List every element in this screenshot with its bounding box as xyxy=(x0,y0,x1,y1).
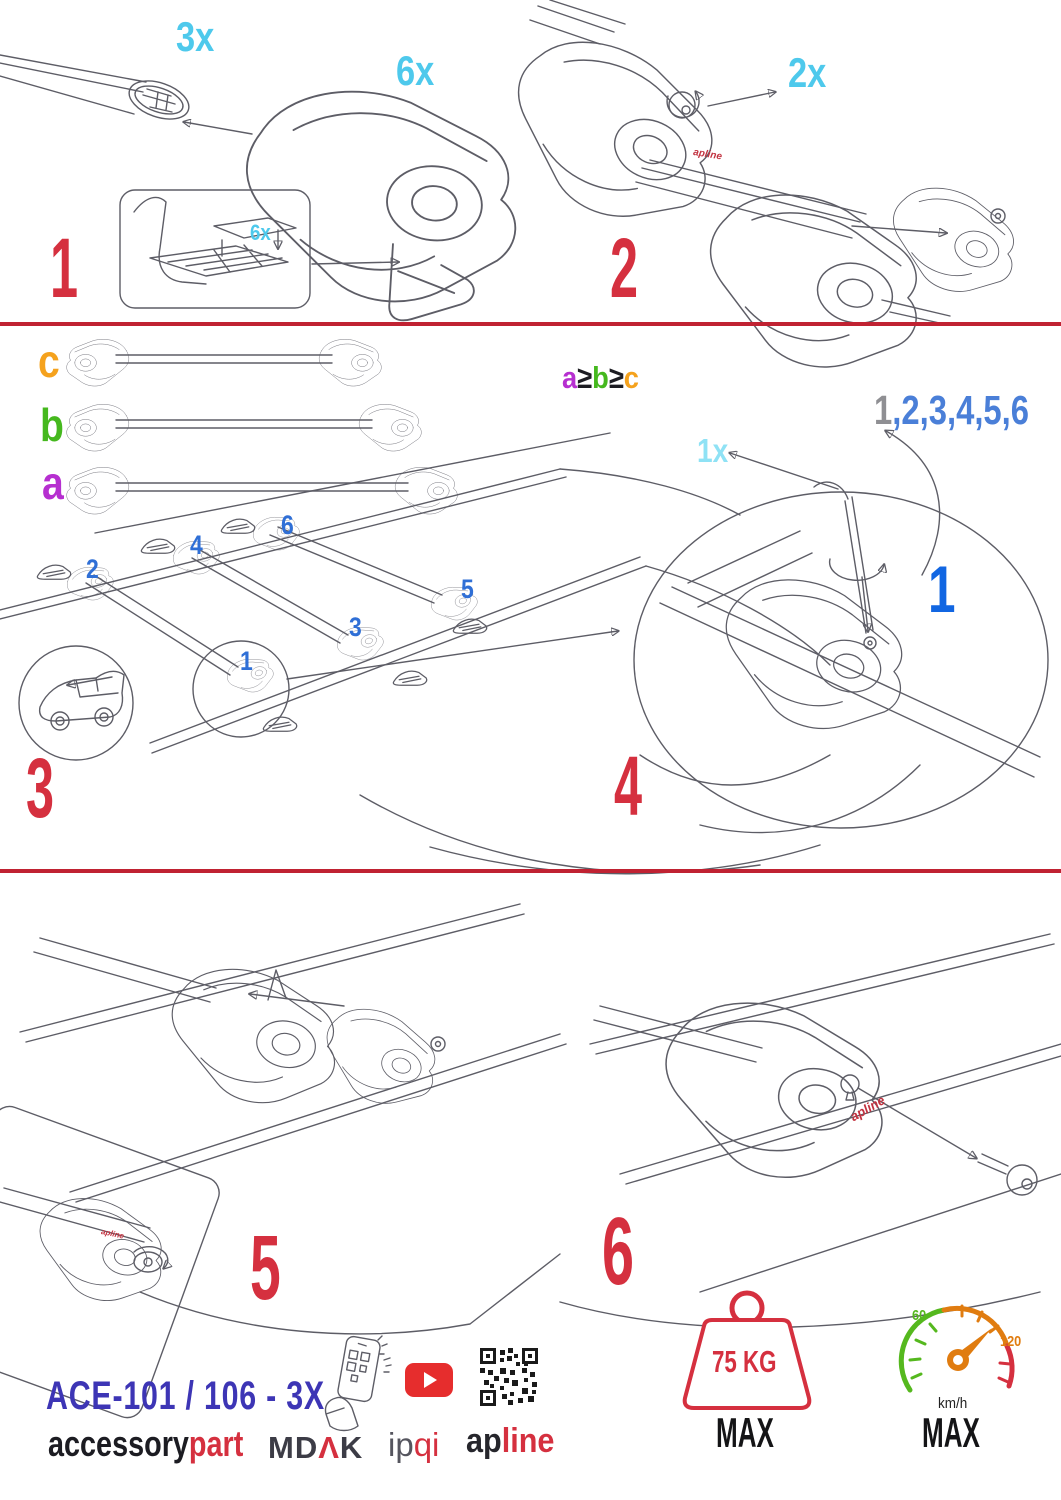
step2-number: 2 xyxy=(610,221,639,315)
endcap-arrow xyxy=(852,226,946,233)
step4-number: 4 xyxy=(614,739,643,833)
foot-qty-label: 6x xyxy=(396,47,435,94)
mdak-prefix: MD xyxy=(268,1430,319,1465)
apline-suffix: line xyxy=(501,1422,555,1460)
ipqi-prefix: ip xyxy=(388,1426,414,1463)
sequence-first: 1 xyxy=(874,387,893,433)
position-4: 4 xyxy=(190,530,203,560)
crossbar-profile xyxy=(0,55,194,126)
inset-pad-qty-label: 6x xyxy=(250,220,271,245)
foot-illustration xyxy=(233,81,528,331)
step3-number: 3 xyxy=(26,741,55,835)
position-2: 2 xyxy=(86,554,99,584)
step6-scene xyxy=(560,934,1061,1327)
max-load-value: 75 KG xyxy=(712,1344,777,1379)
tighten-order-label: 1 xyxy=(928,552,956,626)
detail-pointer-line xyxy=(287,631,618,679)
tighten-sequence-label xyxy=(874,387,1030,433)
mdak-suffix: K xyxy=(339,1430,364,1465)
position-5: 5 xyxy=(461,574,474,604)
model-code: ACE-101 / 106 - 3X xyxy=(46,1374,325,1418)
sequence-rest: ,2,3,4,5,6 xyxy=(892,387,1030,433)
apline-prefix: ap xyxy=(466,1422,502,1460)
crossbar-b xyxy=(67,404,422,451)
tool-qty-label: 1x xyxy=(697,432,729,469)
step1-number: 1 xyxy=(50,221,79,315)
position-3: 3 xyxy=(349,612,362,642)
rule-b: b xyxy=(592,360,609,395)
phone-scan-icon xyxy=(316,1334,392,1436)
brand-accent: part xyxy=(188,1423,244,1464)
brand-primary: accessory xyxy=(48,1423,189,1464)
pad-inset-box xyxy=(120,190,310,308)
rule-c: c xyxy=(623,360,639,395)
key-icon xyxy=(978,1154,1037,1195)
rule-a: a xyxy=(562,360,578,395)
max-load-label: MAX xyxy=(716,1409,774,1456)
speed-max-label: MAX xyxy=(922,1409,980,1456)
speed-unit-label: km/h xyxy=(938,1395,968,1412)
pad-to-foot-arrow xyxy=(312,262,398,264)
accessorypart-logo xyxy=(48,1423,244,1464)
lock-qty-label: 2x xyxy=(788,49,827,96)
step6-number: 6 xyxy=(602,1198,635,1305)
qty-arrow xyxy=(708,92,775,106)
crossbar-c xyxy=(67,339,382,386)
mdak-logo xyxy=(268,1432,363,1463)
tighten-zoom-detail xyxy=(634,482,1048,828)
bar-a-label: a xyxy=(42,457,64,509)
step5-scene xyxy=(20,904,566,1334)
insert-arrow xyxy=(184,122,252,134)
speed-green-value: 60 xyxy=(912,1307,927,1324)
position-6: 6 xyxy=(281,510,294,540)
ipqi-logo xyxy=(388,1428,439,1461)
qr-code-icon xyxy=(480,1348,538,1406)
mdak-lambda: Λ xyxy=(318,1430,340,1465)
apline-logo-footer xyxy=(466,1424,554,1458)
ipqi-suffix: qi xyxy=(413,1426,440,1463)
apline-logo-step2: apline xyxy=(692,147,723,163)
rule-ge1: ≥ xyxy=(577,360,593,395)
youtube-icon xyxy=(404,1362,454,1398)
step5-number: 5 xyxy=(250,1217,281,1319)
position-1: 1 xyxy=(240,646,253,676)
size-rule-label xyxy=(562,362,639,393)
apline-logo-step5: apline xyxy=(100,1227,125,1241)
tool-qty-arrow xyxy=(730,453,838,489)
step1-illustration xyxy=(0,0,530,325)
bar-qty-label: 3x xyxy=(176,13,215,60)
bar-b-label: b xyxy=(40,399,64,451)
apline-logo-step6: apline xyxy=(847,1092,888,1125)
rule-ge2: ≥ xyxy=(608,360,624,395)
speed-orange-value: 120 xyxy=(1000,1333,1022,1350)
bar-c-label: c xyxy=(38,335,60,387)
